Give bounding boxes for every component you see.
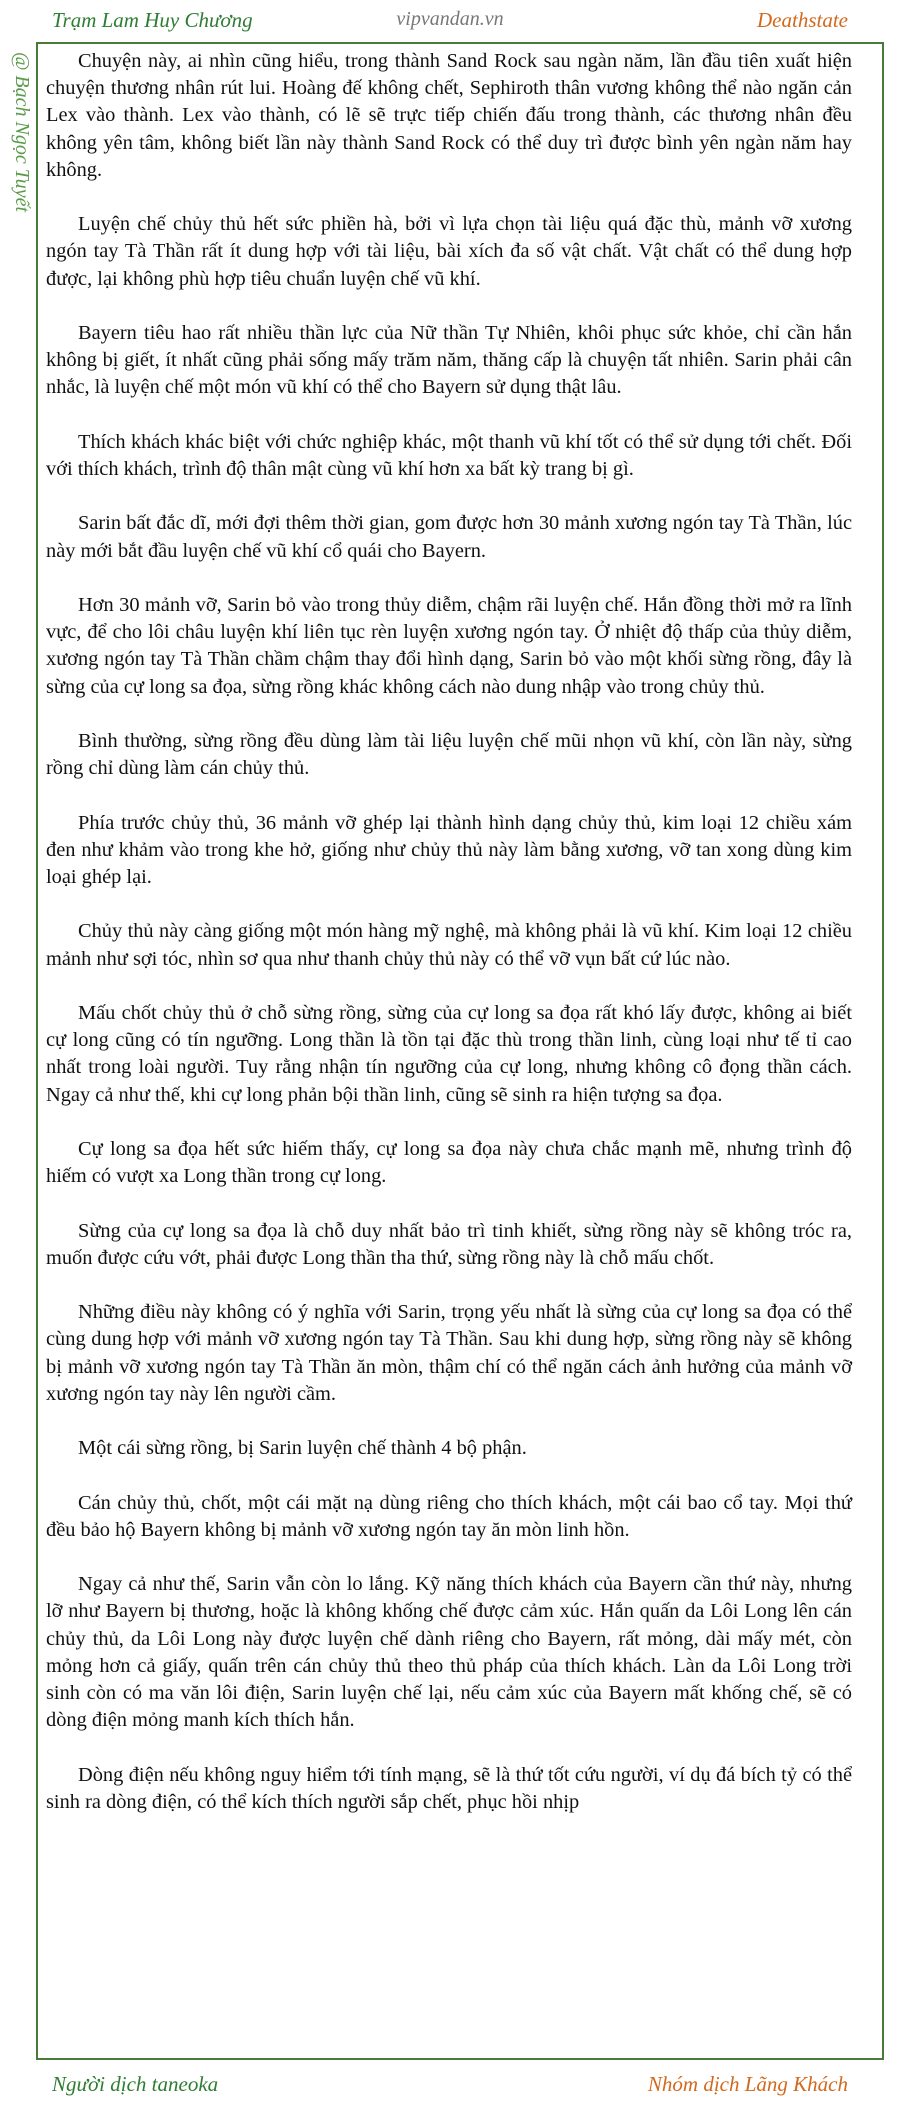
paragraph: Cán chủy thủ, chốt, một cái mặt nạ dùng riêng cho thích khách, một cái bao cổ tay. Mọi thứ đều bảo hộ Bayern không bị mảnh vỡ xương ngón tay ăn mòn linh hồn. [46, 1491, 852, 1541]
paragraph: Sừng của cự long sa đọa là chỗ duy nhất bảo trì tinh khiết, sừng rồng này sẽ không tróc ra, muốn được cứu vớt, phải được Long thần tha thứ, sừng rồng này là chỗ mấu chốt. [46, 1219, 852, 1269]
paragraph: Ngay cả như thế, Sarin vẫn còn lo lắng. Kỹ năng thích khách của Bayern cần thứ này, nhưng lỡ như Bayern bị thương, hoặc là không khống chế được cảm xúc. Hắn quấn da Lôi Long lên cán chủy thủ, da Lôi Long này được luyện chế dành riêng cho Bayern, rất mỏng, dài mấy mét, còn mỏng hơn cả giấy, quấn trên cán chủy thủ theo thủ pháp của thích khách. Làn da Lôi Long trời sinh còn có ma văn lôi điện, Sarin luyện chế lại, nếu cảm xúc của Bayern mất khống chế, sẽ có dòng điện mỏng manh kích thích hắn. [46, 1573, 852, 1732]
footer-group: Nhóm dịch Lãng Khách [647, 2072, 848, 2096]
page-footer [0, 2072, 900, 2102]
side-credit [4, 52, 34, 312]
paragraph: Thích khách khác biệt với chức nghiệp khác, một thanh vũ khí tốt có thể sử dụng tới chết. Đối với thích khách, trình độ thân mật cùng vũ khí hơn xa bất kỳ trang bị gì. [46, 430, 852, 480]
header-site-name: Trạm Lam Huy Chương [52, 8, 253, 32]
side-credit-text: @ Bạch Ngọc Tuyết [11, 52, 33, 213]
paragraph: Hơn 30 mảnh vỡ, Sarin bỏ vào trong thủy diễm, chậm rãi luyện chế. Hắn đồng thời mở ra lĩnh vực, để cho lôi châu luyện khí liên tục rèn luyện xương ngón tay. Ở nhiệt độ thấp của thủy diễm, xương ngón tay Tà Thần chầm chậm thay đổi hình dạng, Sarin bỏ vào một khối sừng rồng, đây là sừng của cự long sa đọa, sừng rồng khác không cách nào dung nhập vào trong chủy thủ. [46, 593, 852, 698]
header-book-title: Deathstate [757, 8, 848, 32]
paragraph: Bayern tiêu hao rất nhiều thần lực của Nữ thần Tự Nhiên, khôi phục sức khỏe, chỉ cần hắn không bị giết, ít nhất cũng phải sống mấy trăm năm, thăng cấp là chuyện tất nhiên. Sarin phải cân nhắc, là luyện chế một món vũ khí có thể cho Bayern sử dụng thật lâu. [46, 322, 852, 399]
footer-translator: Người dịch taneoka [52, 2072, 219, 2096]
paragraph: Phía trước chủy thủ, 36 mảnh vỡ ghép lại thành hình dạng chủy thủ, kim loại 12 chiều xám đen như khảm vào trong khe hở, giống như chủy thủ này làm bằng xương, vỡ tan xong dùng kim loại ghép lại. [46, 811, 852, 888]
page-header [0, 8, 900, 38]
paragraph: Luyện chế chủy thủ hết sức phiền hà, bởi vì lựa chọn tài liệu quá đặc thù, mảnh vỡ xương ngón tay Tà Thần rất ít dung hợp với tài liệu, bài xích đa số vật chất. Vật chất có thể dung hợp được, lại không phù hợp tiêu chuẩn luyện chế vũ khí. [46, 213, 852, 290]
paragraph: Một cái sừng rồng, bị Sarin luyện chế thành 4 bộ phận. [78, 1437, 527, 1460]
paragraph: Sarin bất đắc dĩ, mới đợi thêm thời gian, gom được hơn 30 mảnh xương ngón tay Tà Thần, lúc này mới bắt đầu luyện chế vũ khí cổ quái cho Bayern. [46, 512, 852, 562]
paragraph: Dòng điện nếu không nguy hiểm tới tính mạng, sẽ là thứ tốt cứu người, ví dụ đá bích tỷ có thể sinh ra dòng điện, có thể kích thích người sắp chết, phục hồi nhịp [46, 1763, 852, 1813]
chapter-content [46, 48, 852, 1843]
paragraph: Những điều này không có ý nghĩa với Sarin, trọng yếu nhất là sừng của cự long sa đọa có thể cùng dung hợp với mảnh vỡ xương ngón tay Tà Thần. Sau khi dung hợp, sừng rồng này sẽ không bị mảnh vỡ xương ngón tay Tà Thần ăn mòn, thậm chí có thể ngăn cách ảnh hưởng của mảnh vỡ xương ngón tay này lên người cầm. [46, 1301, 852, 1405]
paragraph: Bình thường, sừng rồng đều dùng làm tài liệu luyện chế mũi nhọn vũ khí, còn lần này, sừng rồng chỉ dùng làm cán chủy thủ. [46, 729, 852, 780]
paragraph: Cự long sa đọa hết sức hiếm thấy, cự long sa đọa này chưa chắc mạnh mẽ, nhưng trình độ hiếm có vượt xa Long thần trong cự long. [46, 1137, 852, 1188]
paragraph: Chủy thủ này càng giống một món hàng mỹ nghệ, mà không phải là vũ khí. Kim loại 12 chiều mảnh như sợi tóc, nhìn sơ qua như thanh chủy thủ này có thể vỡ vụn bất cứ lúc nào. [46, 920, 852, 970]
paragraph: Chuyện này, ai nhìn cũng hiểu, trong thành Sand Rock sau ngàn năm, lần đầu tiên xuất hiện chuyện thương nhân rút lui. Hoàng đế không chết, Sephiroth thân vương không thể nào ngăn cản Lex vào thành. Lex vào thành, có lẽ sẽ trực tiếp chiến đấu trong thành, các thương nhân đều không yên tâm, không biết lần này thành Sand Rock có thể duy trì được bình yên ngàn năm hay không. [46, 50, 852, 181]
header-domain: vipvandan.vn [396, 8, 504, 30]
paragraph: Mấu chốt chủy thủ ở chỗ sừng rồng, sừng của cự long sa đọa rất khó lấy được, không ai biết cự long cũng có tín ngưỡng. Long thần là tồn tại đặc thù trong thần linh, cùng loại như tế tỉ cao nhất trong loài người. Tuy rằng nhận tín ngưỡng của cự long, nhưng không cô đọng thần cách. Ngay cả như thế, khi cự long phản bội thần linh, cũng sẽ sinh ra hiện tượng sa đọa. [46, 1001, 852, 1106]
